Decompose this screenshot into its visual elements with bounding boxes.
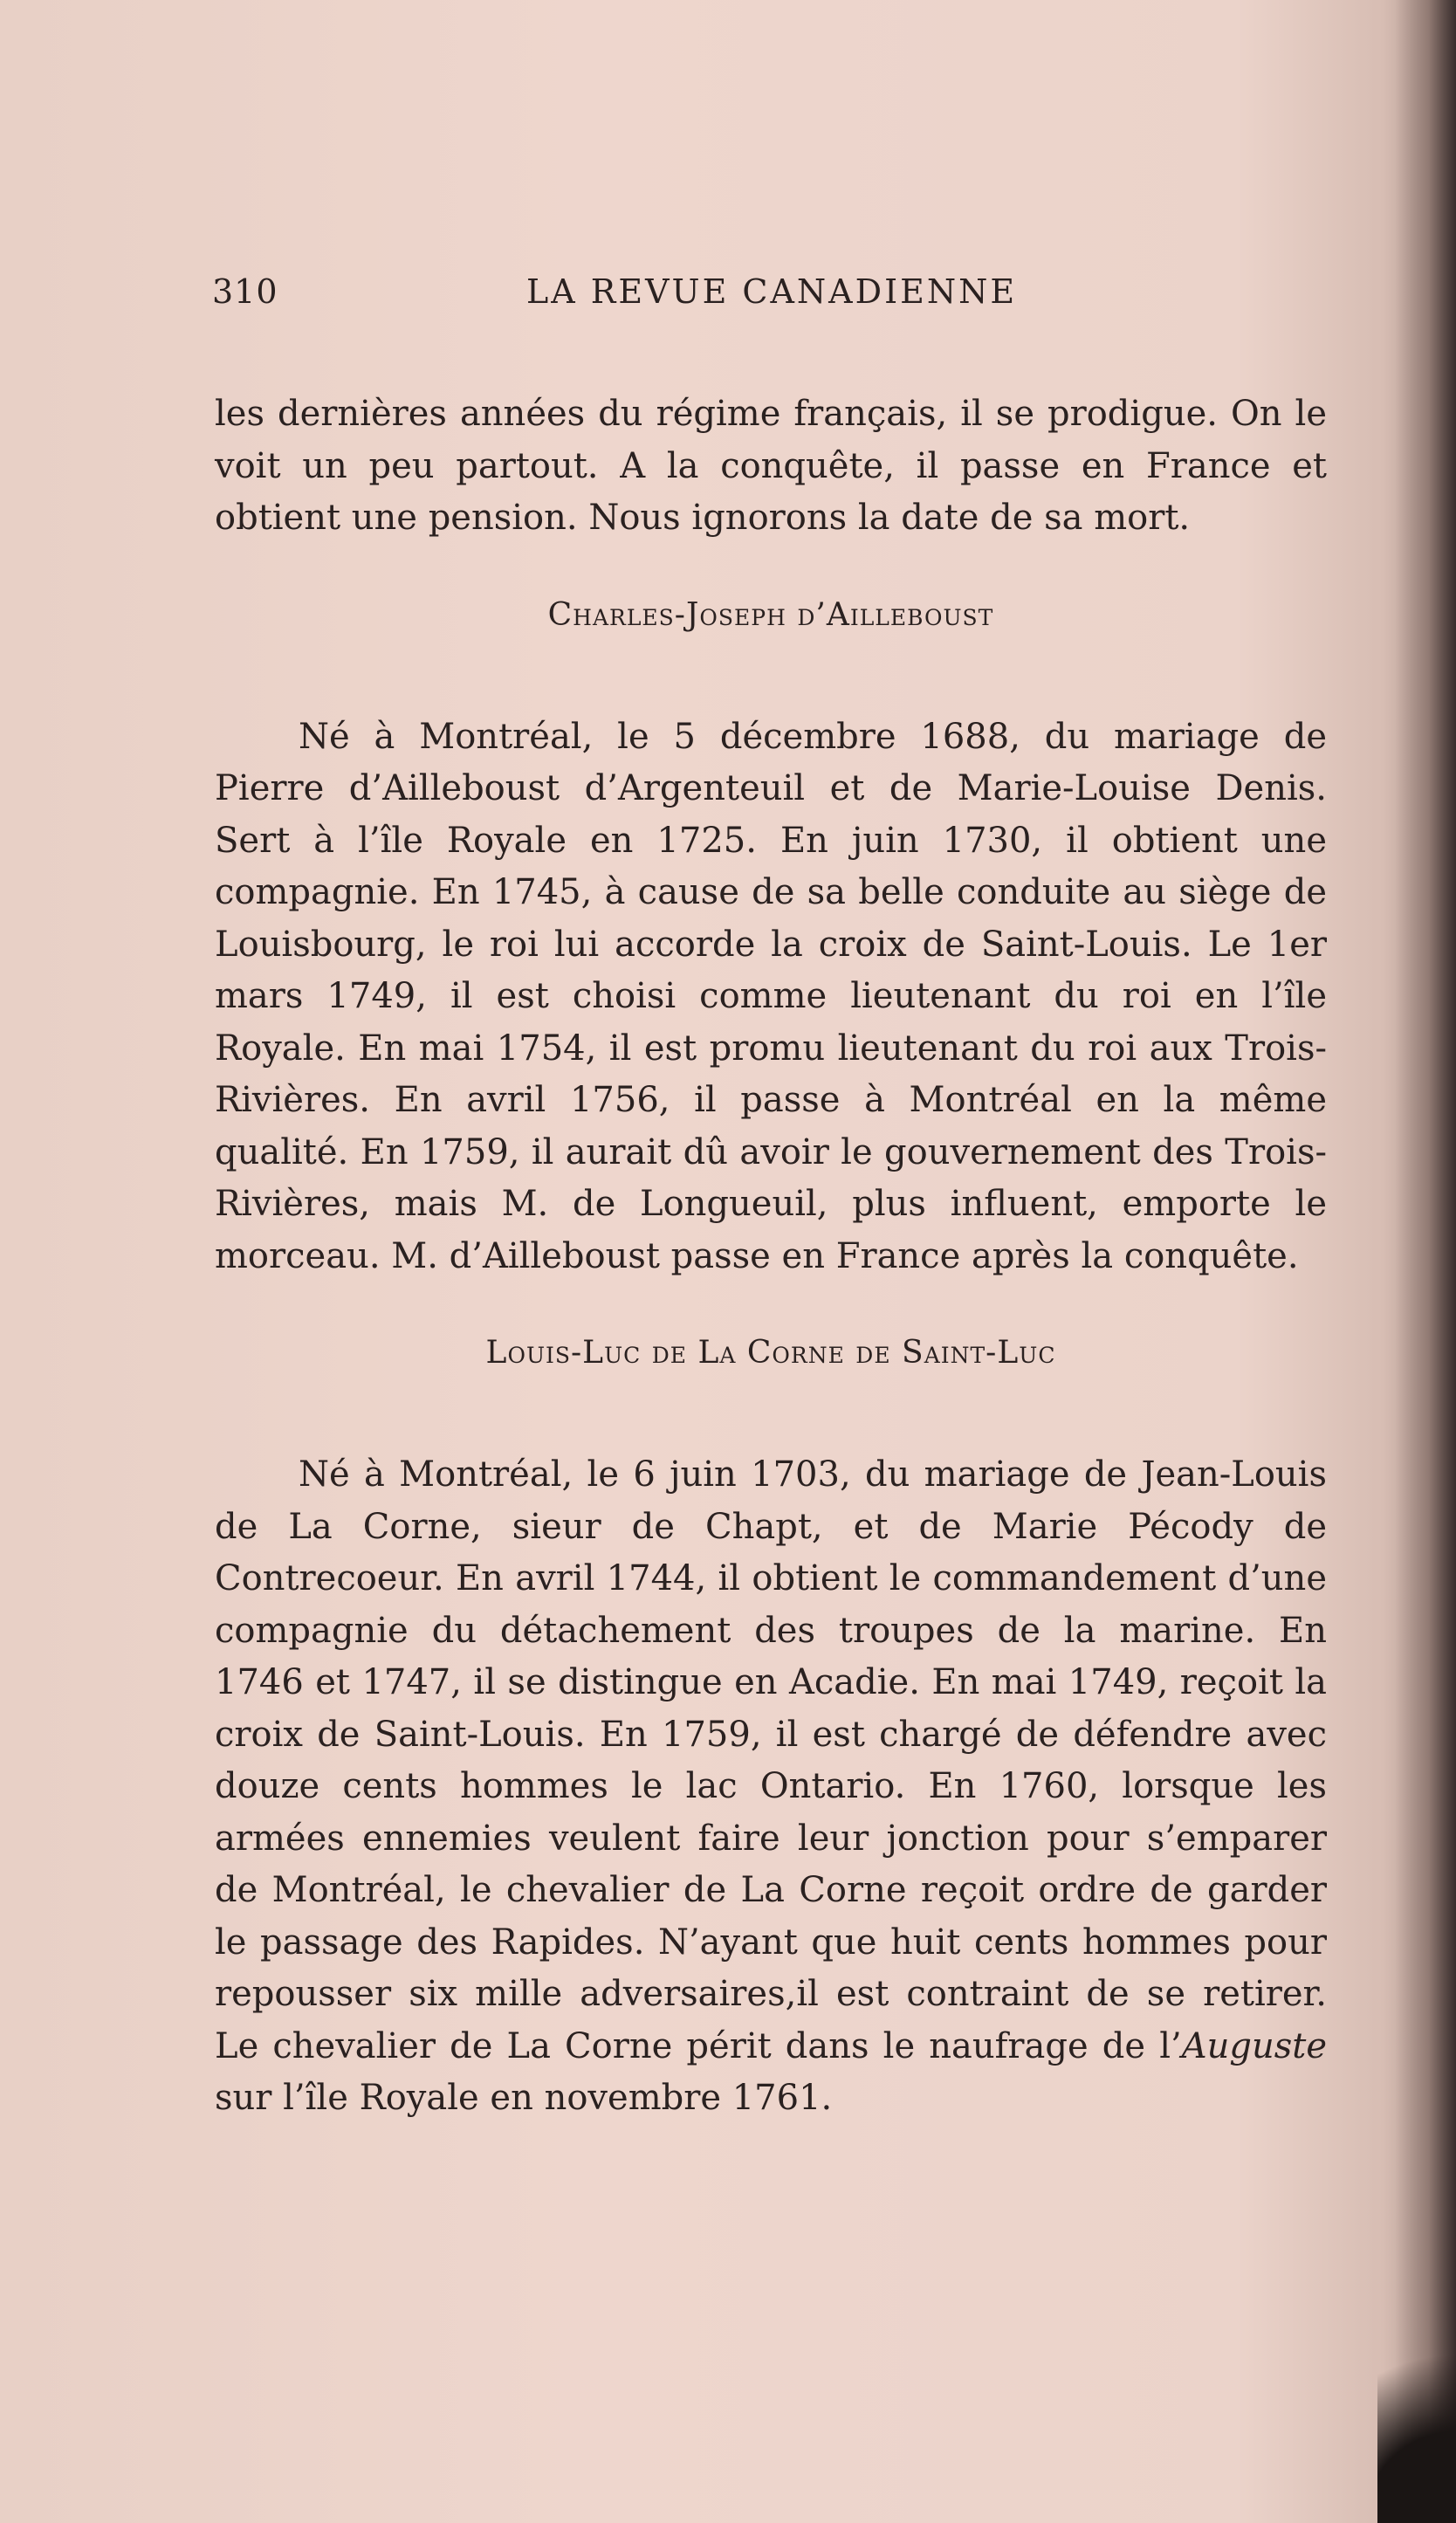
page-body <box>215 388 1327 2125</box>
dark-corner <box>1377 2296 1456 2523</box>
running-title: LA REVUE CANADIENNE <box>526 272 1018 311</box>
section-la-corne <box>215 1449 1327 2125</box>
section-heading-dailleboust: Charles-Joseph d’Ailleboust <box>547 596 994 633</box>
section-dailleboust-text: Né à Montréal, le 5 décembre 1688, du mariage de Pierre d’Ailleboust d’Argenteuil et de Marie-Louise Denis. Sert à l’île Royale en 1725. En juin 1730, il obtient une compagnie. En 1745, à cause de sa belle conduite au siège de Louisbourg, le roi lui accorde la croix de Saint-Louis. Le 1er mars 1749, il est choisi comme lieutenant du roi en l’île Royale. En mai 1754, il est promu lieutenant du roi aux Trois-Rivières. En avril 1756, il passe à Montréal en la même qualité. En 1759, il aurait dû avoir le gouvernement des Trois-Rivières, mais M. de Longueuil, plus influent, emporte le morceau. M. d’Ailleboust passe en France après la conquête. <box>215 716 1327 1276</box>
section-heading-la-corne: Louis-Luc de La Corne de Saint-Luc <box>485 1335 1056 1371</box>
opening-paragraph <box>215 388 1327 545</box>
page-number: 310 <box>212 272 278 311</box>
text-after-italic: sur l’île Royale en novembre 1761. <box>215 2078 833 2118</box>
section-la-corne-text <box>215 1449 1327 2125</box>
text-before-italic: Né à Montréal, le 6 juin 1703, du mariage de Jean-Louis de La Corne, sieur de Chapt, et de Marie Pécody de Contrecoeur. En avril 1744, il obtient le commandement d’une compagnie du détachement des troupes de la marine. En 1746 et 1747, il se distingue en Acadie. En mai 1749, reçoit la croix de Saint-Louis. En 1759, il est chargé de défendre avec douze cents hommes le lac Ontario. En 1760, lorsque les armées ennemies veulent faire leur jonction pour s’emparer de Montréal, le chevalier de La Corne reçoit ordre de garder le passage des Rapides. N’ayant que huit cents hommes pour repousser six mille adversaires,il est contraint de se retirer. Le chevalier de La Corne périt dans le naufrage de l’ <box>215 1454 1327 2066</box>
ship-name-italic: Auguste <box>1181 2025 1327 2066</box>
binding-shadow <box>1395 0 1456 2523</box>
opening-paragraph-text: les dernières années du régime français, il se prodigue. On le voit un peu partout. A la conquête, il passe en France et obtient une pension. Nous ignorons la date de sa mort. <box>215 394 1327 538</box>
page-header <box>212 272 1024 316</box>
section-dailleboust <box>215 712 1327 1283</box>
